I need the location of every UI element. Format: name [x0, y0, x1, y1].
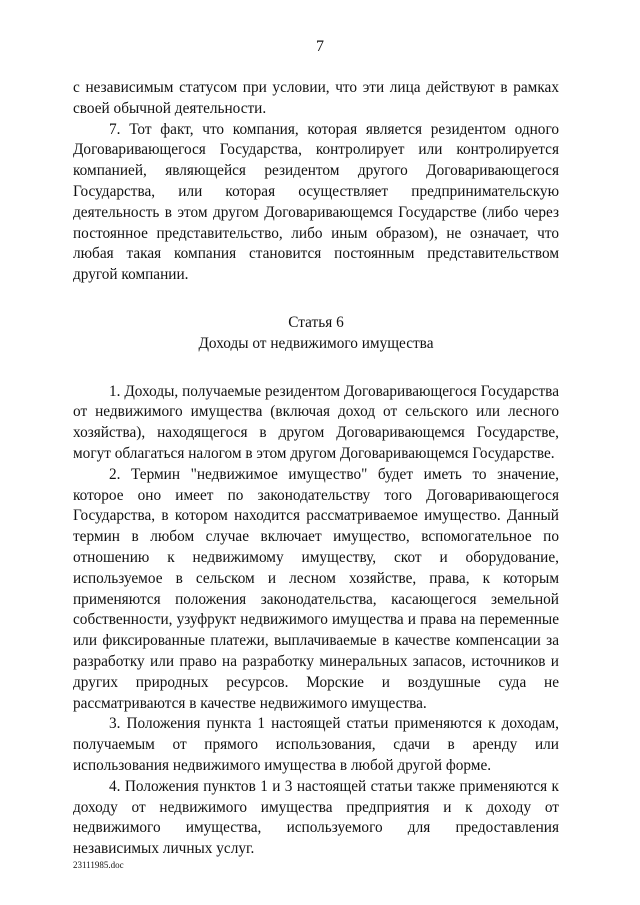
- article-paragraph-3: 3. Положения пункта 1 настоящей статьи применяются к доходам, получаемым от прямого использования, сдачи в аренду или использования недвижимого имущества в любой другой форме.: [73, 715, 559, 774]
- article-title: Доходы от недвижимого имущества: [198, 334, 434, 352]
- paragraph-item-7: 7. Тот факт, что компания, которая является резидентом одного Договаривающегося Государства, контролирует или контролируется компанией, являющейся резидентом другого Договаривающегося Государства, или которая осуществляет предпринимательскую деятельность в этом другом Договаривающемся Государстве (либо через постоянное представительство, либо иным образом), не означает, что любая такая компания становится постоянным представительством другой компании.: [73, 120, 559, 284]
- article-heading: [73, 313, 559, 355]
- document-body: [73, 78, 559, 860]
- article-paragraph-4: 4. Положения пунктов 1 и 3 настоящей статьи также применяются к доходу от недвижимого имущества предприятия и к доходу от недвижимого имущества, используемого для предоставления независимых личных услуг.: [73, 777, 559, 858]
- footer-filename: 23111985.doc: [73, 860, 124, 870]
- page-number: 7: [316, 38, 324, 55]
- article-paragraph-1: 1. Доходы, получаемые резидентом Договаривающегося Государства от недвижимого имущества (включая доход от сельского или лесного хозяйства), находящегося в другом Договаривающемся Государстве, могут облагаться налогом в этом другом Договаривающемся Государстве.: [73, 382, 559, 462]
- article-paragraph-2: 2. Термин "недвижимое имущество" будет иметь то значение, которое оно имеет по законодательству того Договаривающегося Государства, в котором находится рассматриваемое имущество. Данный термин в любом случае включает имущество, вспомогательное по отношению к недвижимому имуществу, скот и оборудование, используемое в сельском и лесном хозяйстве, права, к которым применяются положения законодательства, касающегося земельной собственности, узуфрукт недвижимого имущества и права на переменные или фиксированные платежи, выплачиваемые в качестве компенсации за разработку или право на разработку минеральных запасов, источников и других природных ресурсов. Морские и воздушные суда не рассматриваются в качестве недвижимого имущества.: [73, 465, 559, 712]
- article-number: Статья 6: [288, 313, 344, 331]
- paragraph-continuation: с независимым статусом при условии, что эти лица действуют в рамках своей обычной деятельности.: [73, 79, 559, 117]
